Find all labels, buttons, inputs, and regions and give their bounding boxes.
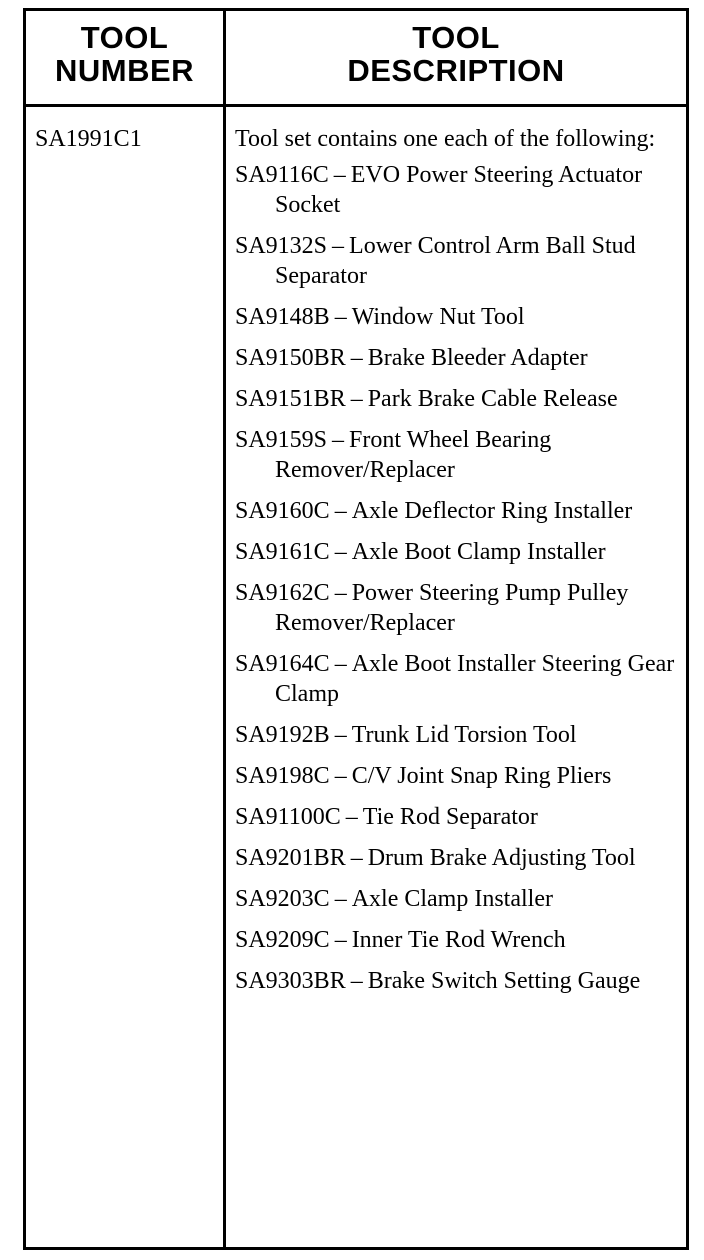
tool-code: SA9160C: [235, 498, 330, 524]
tool-description: Trunk Lid Torsion Tool: [351, 722, 577, 748]
list-item: [235, 843, 680, 873]
list-item: [235, 537, 680, 567]
tool-number-cell: SA1991C1: [35, 126, 142, 152]
tool-description: Axle Boot Clamp Installer: [351, 539, 606, 565]
list-item: [235, 496, 680, 526]
tool-description: Brake Switch Setting Gauge: [367, 968, 641, 994]
tool-description: Tie Rod Separator: [362, 804, 538, 830]
tool-description: Brake Bleeder Adapter: [367, 345, 588, 371]
list-item: [235, 578, 680, 638]
list-item: [235, 231, 680, 291]
list-item: [235, 925, 680, 955]
tool-description: Drum Brake Adjusting Tool: [367, 845, 636, 871]
tool-description: Window Nut Tool: [351, 304, 525, 330]
list-item: [235, 343, 680, 373]
separator-dash: –: [334, 304, 347, 330]
list-item: [235, 802, 680, 832]
list-item: [235, 384, 680, 414]
tool-code: SA9164C: [235, 651, 330, 677]
tool-code: SA9116C: [235, 162, 329, 188]
tool-code: SA9192B: [235, 722, 330, 748]
tool-description: Power Steering Pump Pulley Remover/Replacer: [275, 580, 629, 636]
separator-dash: –: [334, 927, 347, 953]
header-tool-description: [226, 21, 686, 87]
list-item: [235, 160, 680, 220]
tool-description: Lower Control Arm Ball Stud Separator: [275, 233, 636, 289]
separator-dash: –: [350, 386, 363, 412]
column-divider: [223, 11, 226, 1247]
list-item: [235, 425, 680, 485]
list-item: [235, 649, 680, 709]
separator-dash: –: [334, 763, 347, 789]
tool-code: SA9151BR: [235, 386, 346, 412]
list-item: [235, 761, 680, 791]
tool-description: EVO Power Steering Actuator Socket: [275, 162, 643, 218]
separator-dash: –: [332, 233, 345, 259]
header-desc-line2: DESCRIPTION: [347, 53, 565, 88]
tool-code: SA9198C: [235, 763, 330, 789]
tool-description: Axle Clamp Installer: [351, 886, 553, 912]
tool-code: SA9201BR: [235, 845, 346, 871]
tool-code: SA9150BR: [235, 345, 346, 371]
list-item: [235, 966, 680, 996]
separator-dash: –: [350, 968, 363, 994]
tool-code: SA9132S: [235, 233, 328, 259]
tool-description: Axle Deflector Ring Installer: [351, 498, 633, 524]
tool-description-cell: [235, 124, 680, 1007]
separator-dash: –: [350, 845, 363, 871]
tool-code: SA9148B: [235, 304, 330, 330]
tool-code: SA9209C: [235, 927, 330, 953]
tool-set-intro: Tool set contains one each of the following:: [235, 126, 656, 152]
tool-description: Axle Boot Installer Steering Gear Clamp: [275, 651, 675, 707]
tool-description: Park Brake Cable Release: [367, 386, 618, 412]
separator-dash: –: [334, 722, 347, 748]
list-item: [235, 302, 680, 332]
list-item: [235, 720, 680, 750]
separator-dash: –: [345, 804, 358, 830]
list-item: [235, 884, 680, 914]
tool-code: SA9162C: [235, 580, 330, 606]
tool-code: SA9159S: [235, 427, 328, 453]
separator-dash: –: [334, 498, 347, 524]
separator-dash: –: [350, 345, 363, 371]
separator-dash: –: [333, 162, 346, 188]
tool-code: SA91100C: [235, 804, 341, 830]
separator-dash: –: [334, 886, 347, 912]
separator-dash: –: [334, 651, 347, 677]
header-number-line2: NUMBER: [54, 53, 195, 88]
tool-description: Inner Tie Rod Wrench: [351, 927, 566, 953]
separator-dash: –: [334, 580, 347, 606]
separator-dash: –: [332, 427, 345, 453]
tool-code: SA9203C: [235, 886, 330, 912]
header-tool-number: [26, 21, 223, 87]
tool-code: SA9303BR: [235, 968, 346, 994]
tool-table: [23, 8, 689, 1250]
header-desc-line1: TOOL: [412, 20, 500, 55]
tool-list: [235, 160, 680, 996]
tool-description: Front Wheel Bearing Remover/Replacer: [275, 427, 552, 483]
header-number-line1: TOOL: [80, 20, 169, 55]
table-header: [26, 11, 686, 107]
tool-description: C/V Joint Snap Ring Pliers: [351, 763, 612, 789]
separator-dash: –: [334, 539, 347, 565]
tool-code: SA9161C: [235, 539, 330, 565]
